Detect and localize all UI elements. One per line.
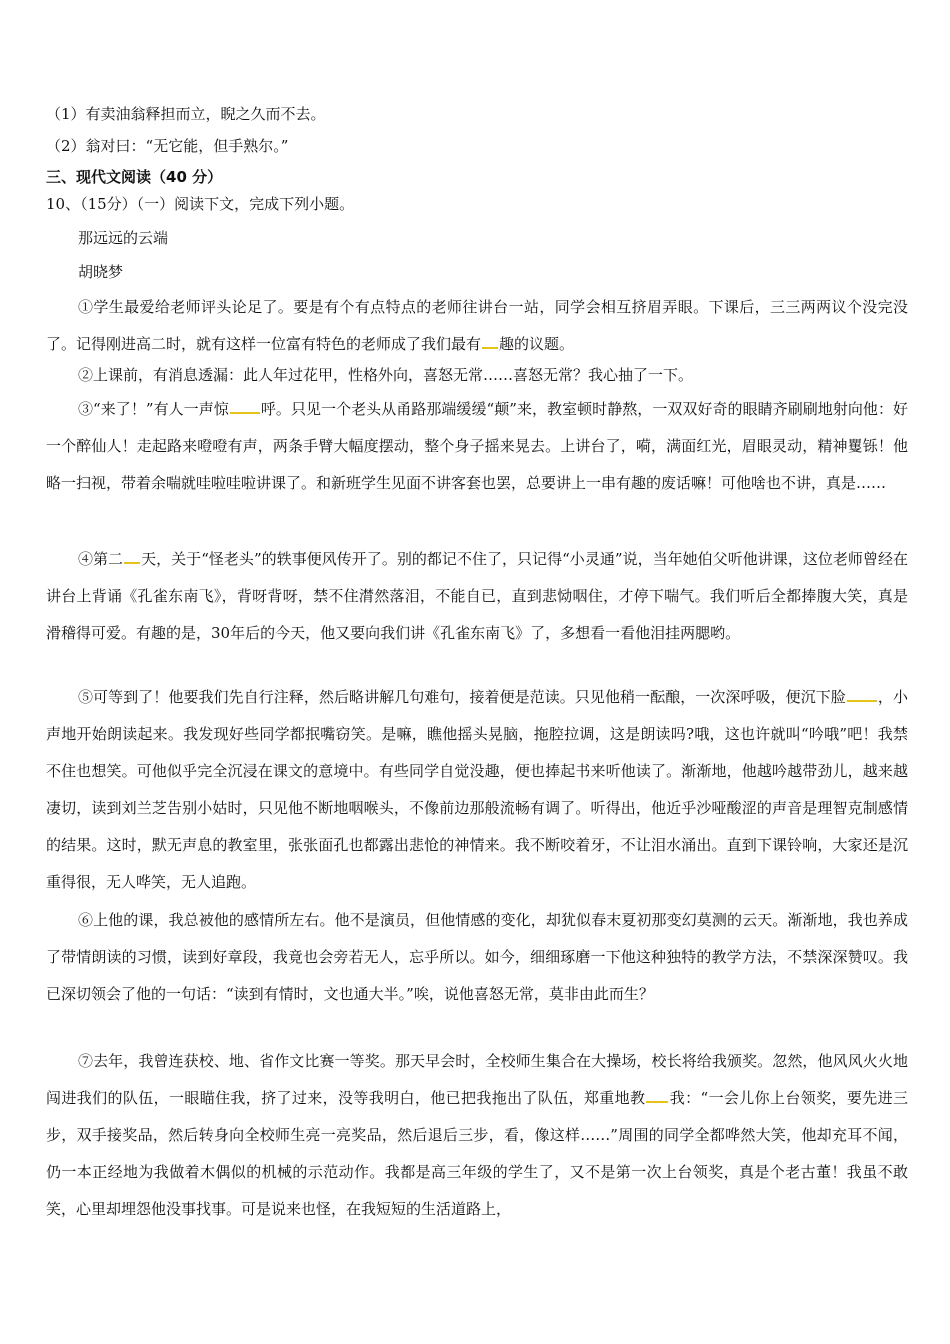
sentence-2: （2）翁对曰：“无它能，但手熟尔。” — [46, 137, 289, 155]
section-heading: 三、现代文阅读（40 分） — [46, 168, 223, 186]
paragraph-6: ⑥上他的课，我总被他的感情所左右。他不是演员，但他情感的变化，却犹似春末夏初那变幻莫测的云天。渐渐地，我也养成了带情朗读的习惯，读到好章段，我竟也会旁若无人，忘乎所以。如今，细细琢磨一下他这种独特的教学方法，不禁深深赞叹。我已深切领会了他的一句话：“读到有情时，文也通大半。”唉，说他喜怒无常，莫非由此而生？ — [46, 911, 908, 1003]
paragraph-5: ⑤可等到了！他要我们先自行注释，然后略讲解几句难句，接着便是范读。只见他稍一酝酿，一次深呼吸，便沉下脸 ，小声地开始朗读起来。我发现好些同学都抿嘴窃笑。是嘛，瞧他摇头晃脑，拖腔拉调，这是朗读吗?哦，这也许就叫“吟哦”吧！我禁不住也想笑。可他似乎完全沉浸在课文的意境中。有些同学自觉没趣，便也捧起书来听他读了。渐渐地，他越吟越带劲儿，越来越凄切，读到刘兰芝告别小姑时，只见他不断地咽喉头，不像前边那般流畅有调了。听得出，他近乎沙哑酸涩的声音是理智克制感情的结果。这时，默无声息的教室里，张张面孔也都露出悲怆的神情来。我不断咬着牙，不让泪水涌出。直到下课铃响，大家还是沉重得很，无人哗笑，无人追跑。 — [46, 688, 908, 891]
paragraph-4: ④第二 天，关于“怪老头”的轶事便风传开了。别的都记不住了，只记得“小灵通”说，当年她伯父听他讲课，这位老师曾经在讲台上背诵《孔雀东南飞》，背呀背呀，禁不住潸然落泪，不能自已，直到悲恸咽住，才停下喘气。我们听后全都捧腹大笑，真是滑稽得可爱。有趣的是，30年后的今天，他又要向我们讲《孔雀东南飞》了，多想看一看他泪挂两腮哟。 — [46, 550, 908, 642]
blank-underline — [482, 347, 498, 349]
article-author: 胡晓梦 — [78, 263, 124, 281]
paragraph-7: ⑦去年，我曾连获校、地、省作文比赛一等奖。那天早会时，全校师生集合在大操场，校长将给我颁奖。忽然，他风风火火地闯进我们的队伍，一眼瞄住我，挤了过来，没等我明白，他已把我拖出了队伍，郑重地教 我：“一会儿你上台领奖，要先进三步，双手接奖品，然后转身向全校师生亮一亮奖品，然后退后三步，看，像这样……”周围的同学全都哗然大笑，他却充耳不闻，仍一本正经地为我做着木偶似的机械的示范动作。我都是高三年级的学生了，又不是第一次上台领奖，真是个老古董！我虽不敢笑，心里却埋怨他没事找事。可是说来也怪，在我短短的生活道路上， — [46, 1052, 909, 1218]
blank-underline — [124, 562, 140, 564]
blank-underline — [646, 1101, 668, 1103]
paragraph-1: ①学生最爱给老师评头论足了。要是有个有点特点的老师往讲台一站，同学会相互挤眉弄眼。下课后，三三两两议个没完没了。记得刚进高二时，就有这样一位富有特色的老师成了我们最有 趣的议题。 — [46, 298, 908, 353]
question-prompt: 10、（15分）（一）阅读下文，完成下列小题。 — [46, 195, 355, 213]
blank-underline — [847, 700, 877, 702]
paragraph-3: ③“来了！”有人一声惊 呼。只见一个老头从甬路那端缓缓“颠”来，教室顿时静熬，一双双好奇的眼睛齐刷刷地射向他：好一个醉仙人！走起路来噔噔有声，两条手臂大幅度摆动，整个身子摇来晃去。上讲台了，嗬，满面红光，眉眼灵动，精神矍铄！他略一扫视，带着余喘就哇啦哇啦讲课了。和新班学生见面不讲客套也罢，总要讲上一串有趣的废话嘛！可他啥也不讲，真是…… — [46, 400, 909, 492]
blank-underline — [230, 412, 260, 414]
sentence-1: （1）有卖油翁释担而立，睨之久而不去。 — [46, 105, 326, 123]
article-title: 那远远的云端 — [78, 229, 169, 247]
paragraph-2: ②上课前，有消息透漏：此人年过花甲，性格外向，喜怒无常……喜怒无常？我心抽了一下。 — [78, 366, 694, 384]
